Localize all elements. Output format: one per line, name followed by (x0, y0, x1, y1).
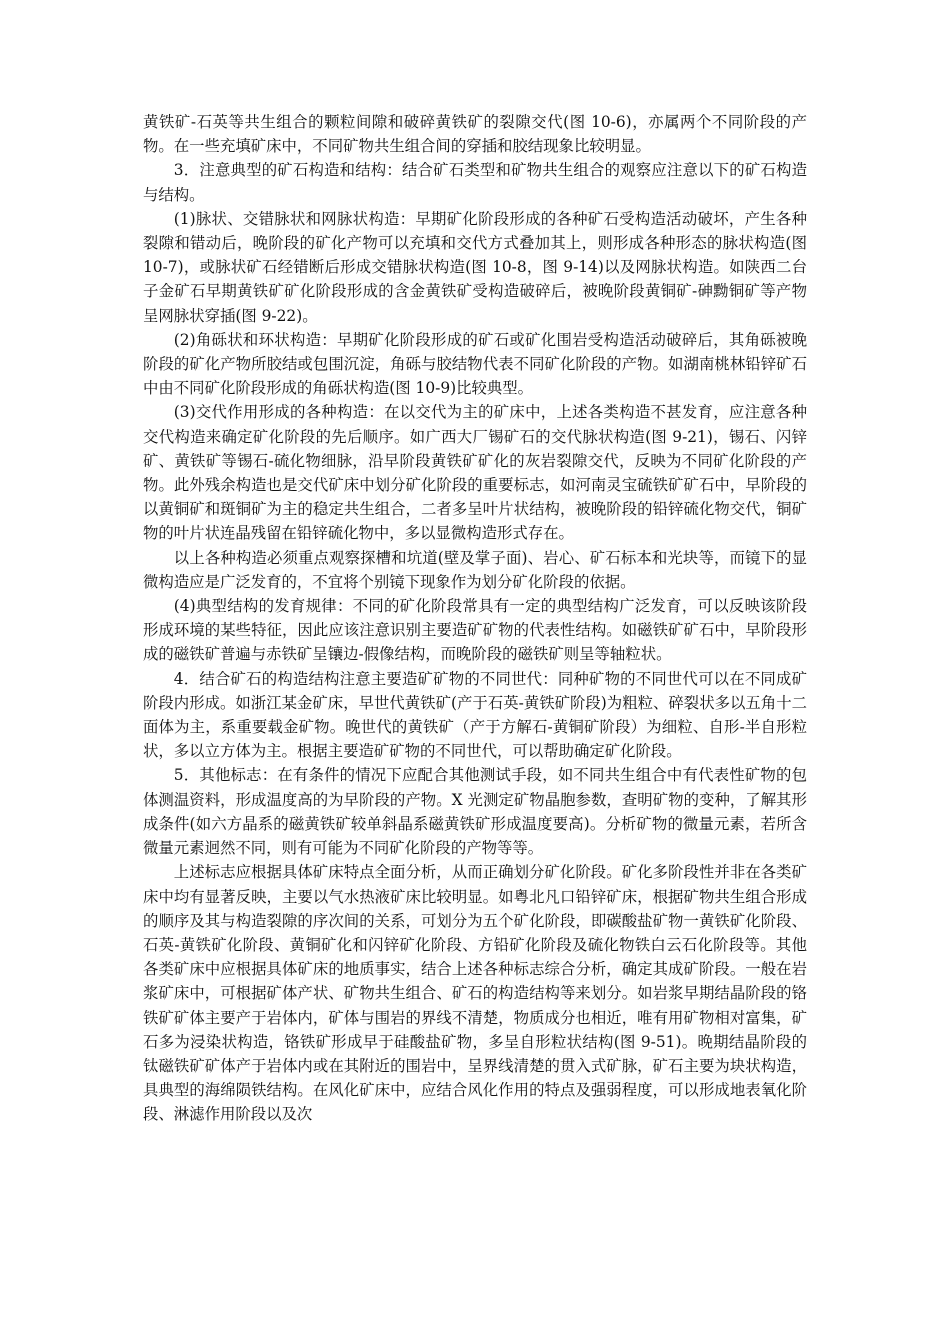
paragraph-8: 4．结合矿石的构造结构注意主要造矿矿物的不同世代：同种矿物的不同世代可以在不同成矿阶段内形成。如浙江某金矿床，早世代黄铁矿(产于石英-黄铁矿阶段)为粗粒、碎裂状多以五角十二面体为主，系重要载金矿物。晚世代的黄铁矿（产于方解石-黄铜矿阶段）为细粒、自形-半自形粒状，多以立方体为主。根据主要造矿矿物的不同世代，可以帮助确定矿化阶段。 (143, 669, 807, 761)
document-page (143, 110, 807, 1127)
paragraph-9: 5．其他标志：在有条件的情况下应配合其他测试手段，如不同共生组合中有代表性矿物的包体测温资料，形成温度高的为早阶段的产物。X 光测定矿物晶胞参数，查明矿物的变种，了解其形成条件(如六方晶系的磁黄铁矿较单斜晶系磁黄铁矿形成温度要高)。分析矿物的微量元素，若所含微量元素迥然不同，则有可能为不同矿化阶段的产物等等。 (143, 766, 807, 858)
paragraph-6: 以上各种构造必须重点观察探槽和坑道(壁及掌子面)、岩心、矿石标本和光块等，而镜下的显微构造应是广泛发育的，不宜将个别镜下现象作为划分矿化阶段的依据。 (143, 548, 807, 591)
paragraph-10: 上述标志应根据具体矿床特点全面分析，从而正确划分矿化阶段。矿化多阶段性并非在各类矿床中均有显著反映，主要以气水热液矿床比较明显。如粤北凡口铅锌矿床，根据矿物共生组合形成的顺序及其与构造裂隙的序次间的关系，可划分为五个矿化阶段，即碳酸盐矿物一黄铁矿化阶段、石英-黄铁矿化阶段、黄铜矿化和闪锌矿化阶段、方铅矿化阶段及硫化物铁白云石化阶段等。其他各类矿床中应根据具体矿床的地质事实，结合上述各种标志综合分析，确定其成矿阶段。一般在岩浆矿床中，可根据矿体产状、矿物共生组合、矿石的构造结构等来划分。如岩浆早期结晶阶段的铬铁矿矿体主要产于岩体内，矿体与围岩的界线不清楚，物质成分也相近，唯有用矿物相对富集，矿石多为浸染状构造，铬铁矿形成早于硅酸盐矿物，多呈自形粒状结构(图 9-51)。晚期结晶阶段的钛磁铁矿矿体产于岩体内或在其附近的围岩中，呈界线清楚的贯入式矿脉，矿石主要为块状构造，具典型的海绵陨铁结构。在风化矿床中，应结合风化作用的特点及强弱程度，可以形成地表氧化阶段、淋滤作用阶段以及次 (143, 863, 807, 1124)
paragraph-3: (1)脉状、交错脉状和网脉状构造：早期矿化阶段形成的各种矿石受构造活动破坏，产生各种裂隙和错动后，晚阶段的矿化产物可以充填和交代方式叠加其上，则形成各种形态的脉状构造(图 10-7)，或脉状矿石经错断后形成交错脉状构造(图 10-8，图 9-14)以及网脉状构造。如陕西二台子金矿石早期黄铁矿矿化阶段形成的含金黄铁矿受构造破碎后，被晚阶段黄铜矿-砷黝铜矿等产物呈网脉状穿插(图 9-22)。 (143, 209, 807, 325)
paragraph-4: (2)角砾状和环状构造：早期矿化阶段形成的矿石或矿化围岩受构造活动破碎后，其角砾被晚阶段的矿化产物所胶结或包围沉淀，角砾与胶结物代表不同矿化阶段的产物。如湖南桃林铅锌矿石中由不同矿化阶段形成的角砾状构造(图 10-9)比较典型。 (143, 330, 807, 398)
paragraph-2: 3．注意典型的矿石构造和结构：结合矿石类型和矿物共生组合的观察应注意以下的矿石构造与结构。 (143, 161, 807, 204)
paragraph-7: (4)典型结构的发育规律：不同的矿化阶段常具有一定的典型结构广泛发育，可以反映该阶段形成环境的某些特征，因此应该注意识别主要造矿矿物的代表性结构。如磁铁矿矿石中，早阶段形成的磁铁矿普遍与赤铁矿呈镶边-假像结构，而晚阶段的磁铁矿则呈等轴粒状。 (143, 597, 807, 664)
paragraph-1: 黄铁矿-石英等共生组合的颗粒间隙和破碎黄铁矿的裂隙交代(图 10-6)，亦属两个不同阶段的产物。在一些充填矿床中，不同矿物共生组合间的穿插和胶结现象比较明显。 (143, 113, 807, 156)
paragraph-5: (3)交代作用形成的各种构造：在以交代为主的矿床中，上述各类构造不甚发育，应注意各种交代构造来确定矿化阶段的先后顺序。如广西大厂锡矿石的交代脉状构造(图 9-21)，锡石、闪锌矿、黄铁矿等锡石-硫化物细脉，沿早阶段黄铁矿矿化的灰岩裂隙交代，反映为不同矿化阶段的产物。此外残余构造也是交代矿床中划分矿化阶段的重要标志，如河南灵宝硫铁矿矿石中，早阶段的以黄铜矿和斑铜矿为主的稳定共生组合，二者多呈叶片状结构，被晚阶段的铅锌硫化物交代，铜矿物的叶片状连晶残留在铅锌硫化物中，多以显微构造形式存在。 (143, 403, 807, 543)
